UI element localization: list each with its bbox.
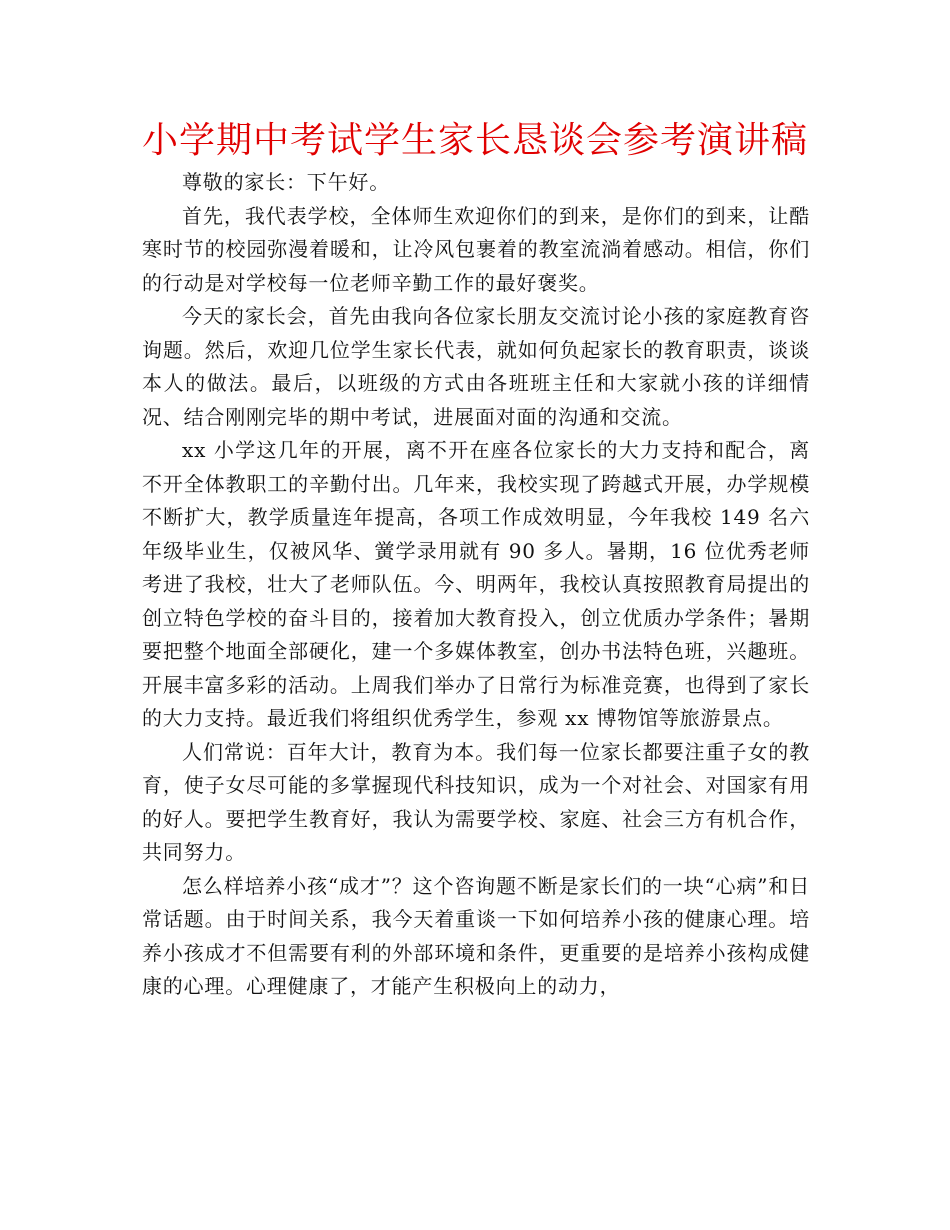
paragraph-agenda: 今天的家长会，首先由我向各位家长朋友交流讨论小孩的家庭教育咨询题。然后，欢迎几位学生家长代表，就如何负起家长的教育职责，谈谈本人的做法。最后，以班级的方式由各班班主任和大家就小孩的详细情况、结合刚刚完毕的期中考试，进展面对面的沟通和交流。 [142,304,810,429]
paragraph-welcome: 首先，我代表学校，全体师生欢迎你们的到来，是你们的到来，让酷寒时节的校园弥漫着暖和，让冷风包裹着的教室流淌着感动。相信，你们的行动是对学校每一位老师辛勤工作的最好褒奖。 [142,203,810,295]
paragraph-education-importance: 人们常说：百年大计，教育为本。我们每一位家长都要注重子女的教育，使子女尽可能的多掌握现代科技知识，成为一个对社会、对国家有用的好人。要把学生教育好，我认为需要学校、家庭、社会三方有机合作，共同努力。 [142,739,810,864]
document-title: 小学期中考试学生家长恳谈会参考演讲稿 [141,120,808,161]
paragraph-school-development: xx 小学这几年的开展，离不开在座各位家长的大力支持和配合，离不开全体教职工的辛勤付出。几年来，我校实现了跨越式开展，办学规模不断扩大，教学质量连年提高，各项工作成效明显，今年我校 149 名六年级毕业生，仅被风华、黉学录用就有 90 多人。暑期，16 位优秀老师考进了我校，壮大了老师队伍。今、明两年，我校认真按照教育局提出的创立特色学校的奋斗目的，接着加大教育投入，创立优质办学条件；暑期要把整个地面全部硬化，建一个多媒体教室，创办书法特色班，兴趣班。开展丰富多彩的活动。上周我们举办了日常行为标准竞赛，也得到了家长的大力支持。最近我们将组织优秀学生，参观 xx 博物馆等旅游景点。 [142,438,810,730]
paragraph-healthy-mind: 怎么样培养小孩“成才”？这个咨询题不断是家长们的一块“心病”和日常话题。由于时间关系，我今天着重谈一下如何培养小孩的健康心理。培养小孩成才不但需要有利的外部环境和条件，更重要的是培养小孩构成健康的心理。心理健康了，才能产生积极向上的动力， [142,873,810,998]
document-body [142,166,810,1004]
salutation-paragraph: 尊敬的家长：下午好。 [182,170,390,194]
